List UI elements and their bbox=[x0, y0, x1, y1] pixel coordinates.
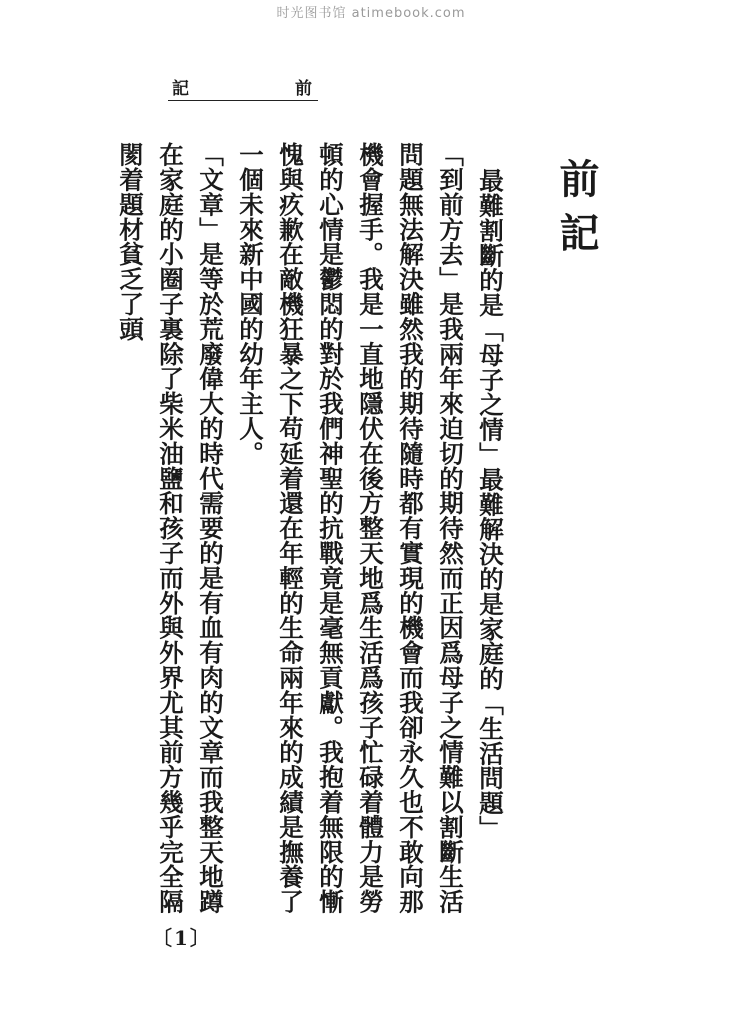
watermark: 时光图书馆 atimebook.com bbox=[276, 6, 466, 21]
running-header bbox=[168, 78, 318, 101]
running-header-right: 前 bbox=[295, 79, 312, 99]
paragraph-3: 「文章」是等於荒廢偉大的時代需要的是有血有肉的文章而我整天地蹲在家庭的小圈子裏除了柴米油鹽和孩子而外與外界尤其前方幾乎完全隔閡着題材貧乏了頭 bbox=[116, 142, 225, 914]
page-number: 〔1〕 bbox=[152, 926, 212, 950]
page-title: 前記 bbox=[553, 158, 600, 266]
paragraph-2: 「到前方去」是我兩年來迫切的期待然而正因爲母子之情難以割斷生活問題無法解決雖然我的期待隨時都有實現的機會而我卻永久也不敢向那機會握手。我是一直地隱伏在後方整天地爲生活爲孩子忙碌着體力是勞頓的心情是鬱悶的對於我們神聖的抗戰竟是毫無貢獻。我抱着無限的慚愧與疚歉在敵機狂暴之下苟延着還在年輕的生命兩年來的成績是撫養了一個未來新中國的幼年主人。 bbox=[236, 142, 465, 914]
body-text bbox=[116, 118, 510, 918]
running-header-left: 記 bbox=[172, 79, 189, 99]
paragraph-1: 最難割斷的是「母子之情」最難解決的是家庭的「生活問題」 bbox=[476, 168, 505, 841]
